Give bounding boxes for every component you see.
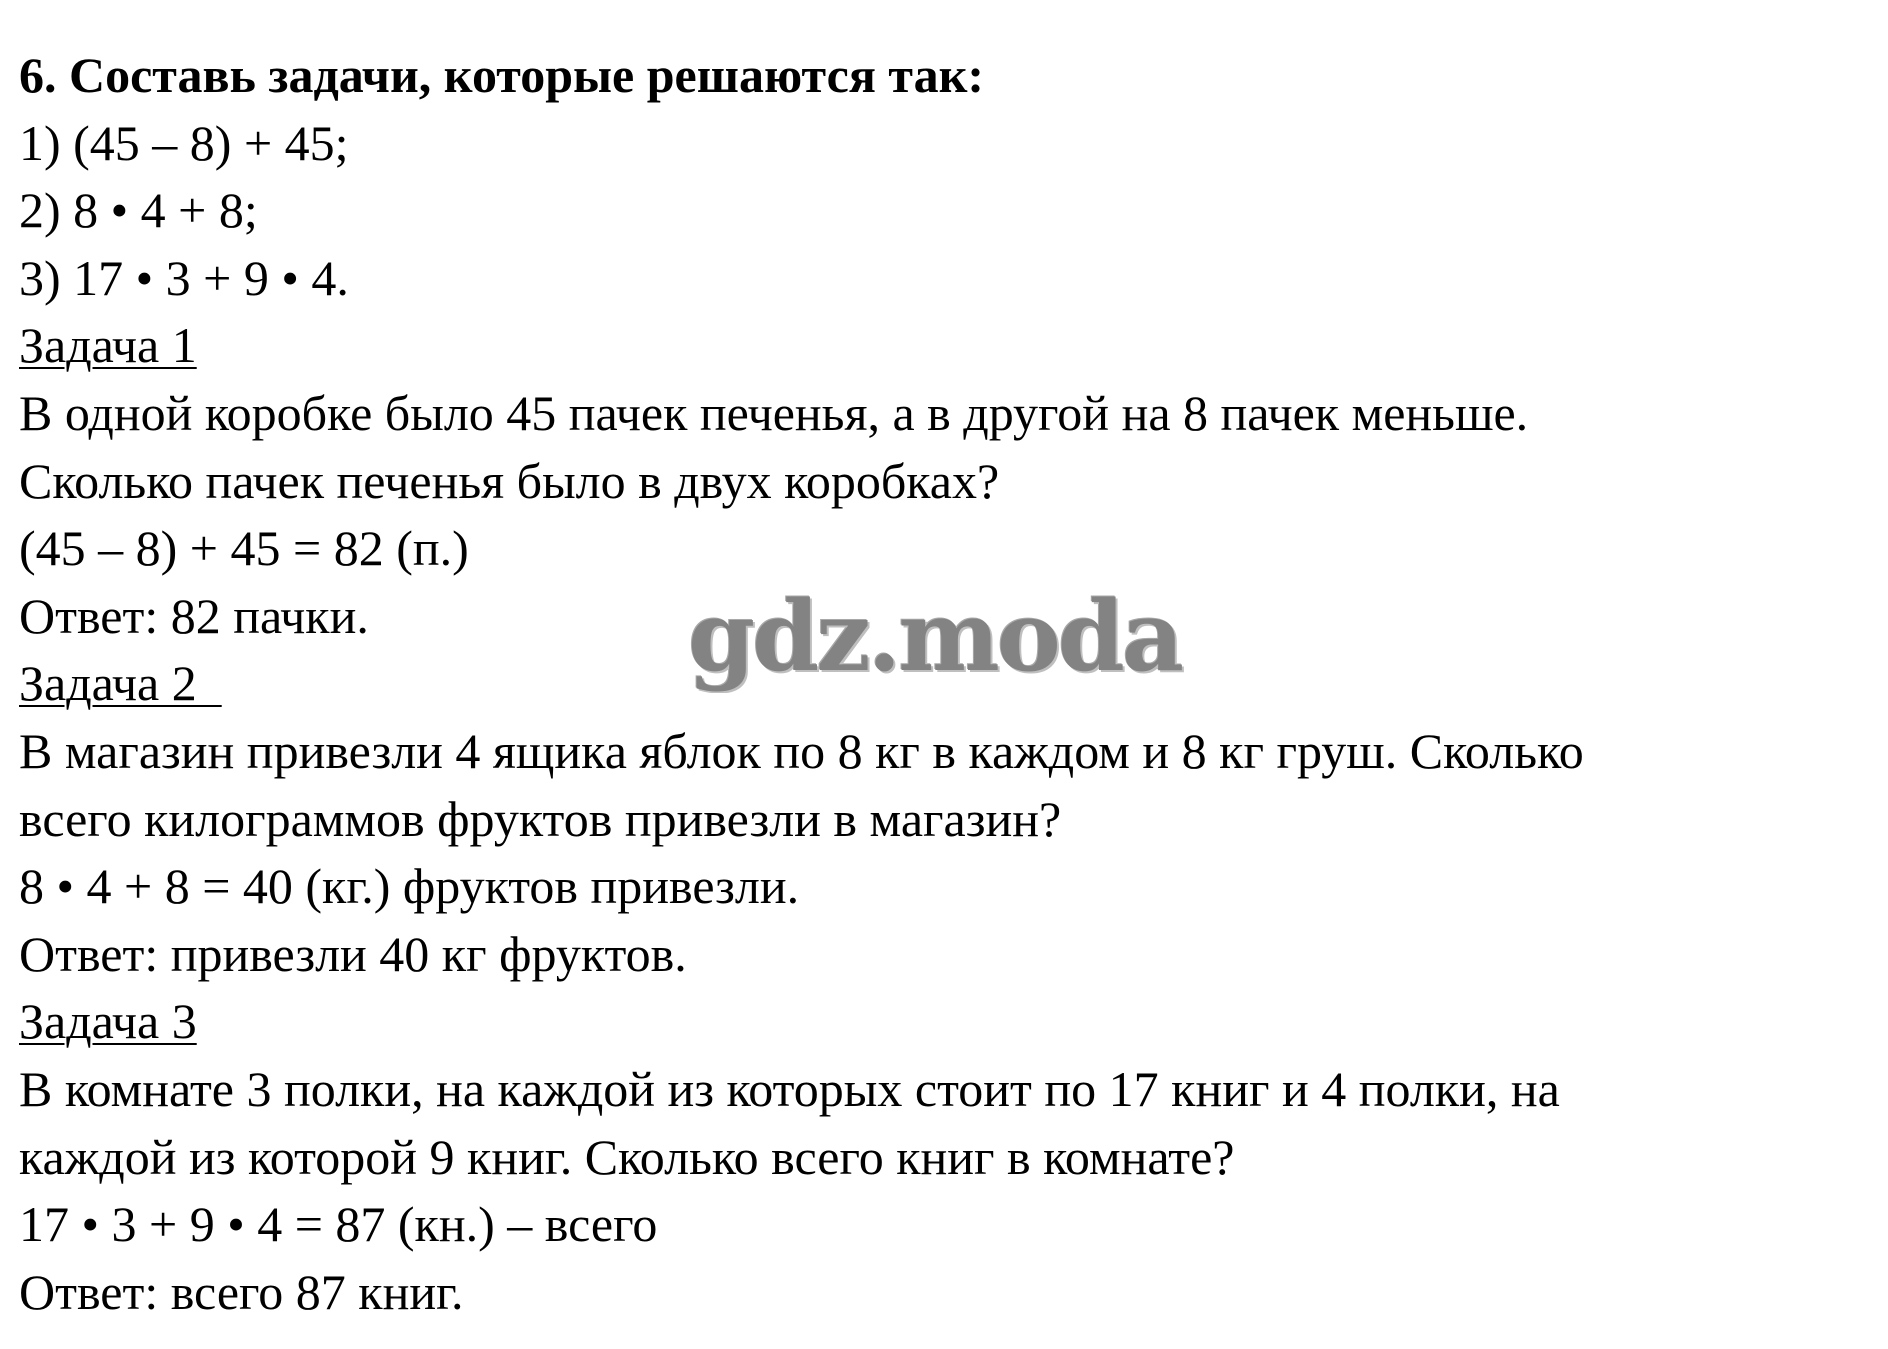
task-2-answer: Ответ: привезли 40 кг фруктов.	[19, 925, 687, 982]
task-1-solution: (45 – 8) + 45 = 82 (п.)	[19, 520, 469, 577]
watermark-logo: gdz.moda	[688, 580, 1182, 693]
task-2-heading: Задача 2	[19, 655, 222, 712]
task-3-text-line-2: каждой из которой 9 книг. Сколько всего книг в комнате?	[19, 1128, 1235, 1185]
task-3-text-line-1: В комнате 3 полки, на каждой из которых стоит по 17 книг и 4 полки, на	[19, 1060, 1560, 1117]
expression-3: 3) 17 • 3 + 9 • 4.	[19, 249, 349, 306]
task-3-heading: Задача 3	[19, 993, 197, 1050]
task-1-heading: Задача 1	[19, 317, 197, 374]
task-1-answer: Ответ: 82 пачки.	[19, 587, 369, 644]
task-2-solution: 8 • 4 + 8 = 40 (кг.) фруктов привезли.	[19, 858, 800, 915]
expression-1: 1) (45 – 8) + 45;	[19, 114, 349, 171]
task-1-text-line-1: В одной коробке было 45 пачек печенья, а в другой на 8 пачек меньше.	[19, 384, 1529, 441]
task-1-text-line-2: Сколько пачек печенья было в двух коробках?	[19, 452, 1000, 509]
task-3-solution: 17 • 3 + 9 • 4 = 87 (кн.) – всего	[19, 1196, 658, 1253]
expression-2: 2) 8 • 4 + 8;	[19, 182, 258, 239]
exercise-title: 6. Составь задачи, которые решаются так:	[19, 47, 985, 103]
task-3-answer: Ответ: всего 87 книг.	[19, 1263, 464, 1320]
task-2-text-line-2: всего килограммов фруктов привезли в магазин?	[19, 790, 1062, 847]
task-2-text-line-1: В магазин привезли 4 ящика яблок по 8 кг в каждом и 8 кг груш. Сколько	[19, 722, 1584, 779]
